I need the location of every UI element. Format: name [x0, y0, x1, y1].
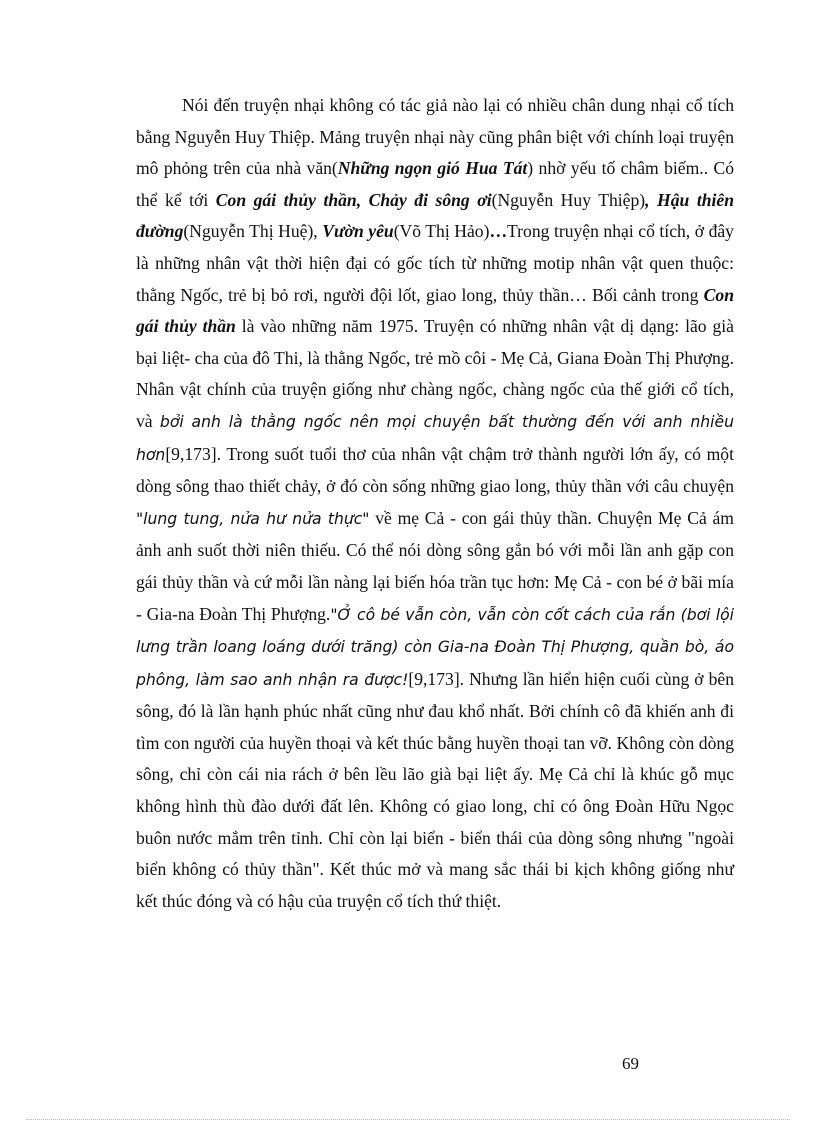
page-number: 69: [622, 1054, 639, 1073]
text-segment: (Nguyễn Huy Thiệp): [491, 189, 646, 210]
text-segment: Trong truyện nhại cổ tích, ở đây là những nhân vật thời hiện đại có gốc tích từ những motip nhân vật quen thuộc: thằng Ngốc, trẻ bị bỏ rơi, người đội lốt, giao long, thủy thần… Bối cảnh trong: [136, 221, 734, 305]
text-segment: Nói đến truyện nhại không có tác giả nào lại có nhiều chân dung nhại cổ tích bằng Nguyễn Huy Thiệp. Mảng truyện nhại này cũng phân biệt với chính loại truyện mô phỏng trên của nhà văn(: [136, 95, 734, 179]
text-segment: là vào những năm 1975. Truyện có những nhân vật dị dạng: lão già bại liệt- cha của đô Thi, là thằng Ngốc, trẻ mồ côi - Mẹ Cả, Giana Đoàn Thị Phượng. Nhân vật chính của truyện giống như chàng ngốc, chàng ngốc của thế giới cổ tích, và: [136, 316, 734, 431]
body-paragraph: [136, 90, 734, 917]
text-segment: [9,173]. Trong suốt tuổi thơ của nhân vật chậm trở thành người lớn ấy, có một dòng sông thao thiết chảy, ở đó còn sống những giao long, thủy thần với câu chuyện: [136, 443, 734, 497]
quotation: bởi anh là thằng ngốc nên mọi chuyện bất thường đến với anh nhiều hơn: [136, 412, 734, 464]
quotation: "Ở cô bé vẫn còn, vẫn còn cốt cách của rắn (bơi lội lưng trần loang loáng dưới trăng) còn Gia-na Đoàn Thị Phượng, quần bò, áo phông, làm sao anh nhận ra được!: [136, 605, 734, 689]
work-title: Con gái thủy thần, Chảy đi sông ơi: [215, 189, 492, 210]
bottom-dotted-rule: [26, 1119, 790, 1120]
text-segment: ) nhờ yếu tố châm biếm.. Có thể kể tới: [136, 158, 735, 210]
text-segment: (Nguyễn Thị Huệ),: [183, 221, 323, 242]
work-title: Con gái thủy thần: [136, 284, 734, 337]
text-segment: về mẹ Cả - con gái thủy thần. Chuyện Mẹ Cả ám ảnh anh suốt thời niên thiếu. Có thể nói dòng sông gắn bó với mỗi lần anh gặp con gái thủy thần và cứ mỗi lần nàng lại biến hóa trần tục hơn: Mẹ Cả - con bé ở bãi mía - Gia-na Đoàn Thị Phượng.: [136, 507, 734, 624]
work-title: Vườn yêu: [322, 221, 394, 242]
work-title: Những ngọn gió Hua Tát: [337, 158, 528, 179]
text-segment: (Võ Thị Hảo): [393, 221, 490, 242]
text-segment: [9,173]. Nhưng lần hiển hiện cuối cùng ở bên sông, đó là lần hạnh phúc nhất cũng như đau khổ nhất. Bởi chính cô đã khiến anh đi tìm con người của huyền thoại và kết thúc bằng huyền thoại tan vỡ. Không còn dòng sông, chỉ còn cái nia rách ở bên lều lão già bại liệt ấy. Mẹ Cả chỉ là khúc gỗ mục không hình thù đào dưới đất lên. Không có giao long, chỉ có ông Đoàn Hữu Ngọc buôn nước mắm trên tỉnh. Chỉ còn lại biển - biển thái của dòng sông nhưng "ngoài biển không có thủy thần". Kết thúc mở và mang sắc thái bi kịch không giống như kết thúc đóng và có hậu của truyện cổ tích thứ thiệt.: [136, 668, 734, 911]
quotation: "lung tung, nửa hư nửa thực": [136, 509, 370, 528]
ellipsis: …: [489, 221, 508, 242]
work-title: , Hậu thiên đường: [136, 189, 734, 242]
